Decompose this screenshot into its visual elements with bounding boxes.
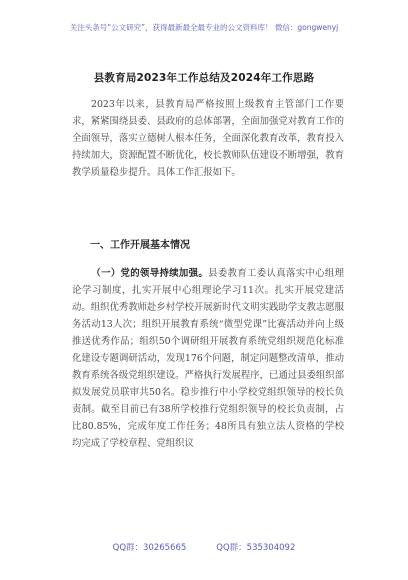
footer-qq-group-1: QQ群：30265665 — [112, 543, 187, 553]
intro-text: 2023年以来，县教育局严格按照上级教育主管部门工作要求，紧紧围绕县委、县政府的总体部署，全面加强党对教育工作的全面领导，落实立德树人根本任务，全面深化教育改革，教育投入持续加大，资源配置不断优化，校长教师队伍建设不断增强，教育教学质量稳步提升。具体工作汇报如下。 — [72, 99, 344, 178]
paragraph-text: 县委教育工委认真落实中心组理论学习制度，扎实开展中心组理论学习11次。扎实开展党建活动。组织优秀教师赴乡村学校开展新时代文明实践助学支教志愿服务活动13人次；组织开展教育系统“微型党课”比赛活动并向上级推送优秀作品；组织50个调研组开展教育系统党组织规范化标准化建设专题调研活动，发现176个问题，制定问题整改清单，推动教育系统各级党组织建设。严格执行发展程序，已通过县委组织部拟发展党员联审共50名。稳步推行中小学校党组织领导的校长负责制。截至目前已有38所学校推行党组织领导的校长负责制，占比80.85%，完成年度工作任务；48所具有独立法人资格的学校均完成了学校章程、党组织议 — [72, 268, 344, 449]
intro-paragraph — [72, 96, 344, 181]
sub-heading: （一）党的领导持续加强。 — [91, 268, 209, 279]
header-banner: 关注头条号“公文研究”，获得最新最全最专业的公文资料库！ 微信：gongwenyj — [69, 23, 339, 32]
section-heading: 一、工作开展基本情况 — [90, 240, 190, 251]
paragraph-party-leadership — [72, 265, 344, 452]
footer — [0, 541, 408, 553]
footer-qq-group-2: QQ群：535304092 — [216, 543, 296, 553]
document-title: 县教育局2023年工作总结及2024年工作思路 — [93, 72, 315, 84]
